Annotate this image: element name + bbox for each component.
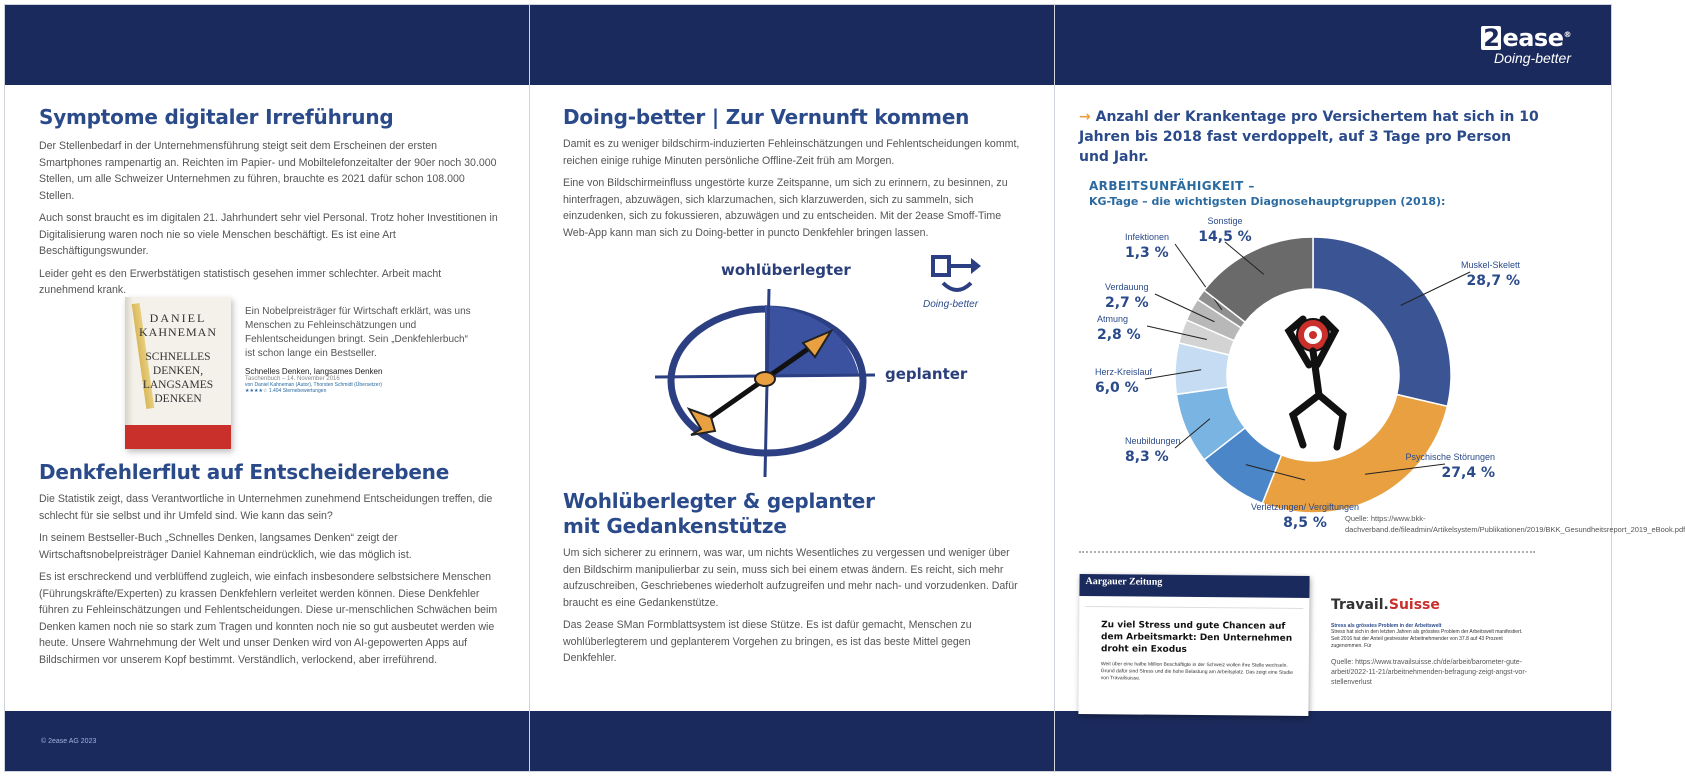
- book-listing-authors: von Daniel Kahneman (Autor), Thorsten Schmidt (Übersetzer): [245, 382, 382, 388]
- column-middle-lower: [563, 489, 1023, 673]
- doing-better-icon-caption: Doing-better: [923, 299, 979, 310]
- brand-name: ease: [1502, 24, 1564, 52]
- label-geplanter: geplanter: [885, 365, 968, 383]
- newspaper-teaser: Weit über eine halbe Million Beschäftigte in der Schweiz wollen ihre Stelle wechseln. Grund dafür sind Stress und die hohe Belastung am Arbeitsplatz. Das zeigt eine Studie von Travailsuisse.: [1100, 661, 1294, 682]
- doing-better-icon: [929, 253, 989, 301]
- column-middle: [563, 105, 1023, 247]
- column-left: [39, 105, 499, 305]
- heading-symptome: Symptome digitaler Irreführung: [39, 105, 394, 129]
- paragraph: Auch sonst braucht es im digitalen 21. Jahrhundert sehr viel Personal. Trotz hoher Investitionen in Digitalisierung waren noch nie so viele Menschen beschäftigt. Es ist eine Art Beschäftigungswunder.: [39, 212, 498, 257]
- chart-title: ARBEITSUNFÄHIGKEIT –: [1089, 179, 1255, 193]
- slice-category-label: Herz-Kreislauf: [1095, 367, 1153, 377]
- book-cover-image: [125, 297, 231, 449]
- newspaper-breadcrumb: [1085, 598, 1303, 609]
- slice-category-label: Psychische Störungen: [1405, 452, 1495, 462]
- paragraph: Das 2ease SMan Formblattsystem ist diese Stütze. Es ist dafür gemacht, Menschen zu wohlüberlegterem und geplanterem Vorgehen zu bringen, es ist das beste Mittel gegen Denkfehler.: [563, 619, 972, 664]
- book-author: KAHNEMAN: [139, 325, 217, 339]
- slice-category-label: Atmung: [1097, 314, 1129, 324]
- travailsuisse-text: Stress hat sich in den letzten Jahren als grösstes Problem der Arbeitswelt manifestiert. Seit 2016 hat der Anteil gestresster Arbeitnehmender von 37.8 auf 43 Prozent zugenommen. Für: [1331, 629, 1523, 649]
- brochure: [4, 4, 1685, 772]
- slice-category-label: Verletzungen/ Vergiftungen: [1250, 502, 1360, 512]
- icon-smile: [943, 283, 971, 290]
- paragraph: Leider geht es den Erwerbstätigen statistisch gesehen immer schlechter. Arbeit macht zunehmend krank.: [39, 267, 442, 296]
- chart-source: Quelle: https://www.bkk-dachverband.de/fileadmin/Artikelsystem/Publikationen/2019/BKK_Gesundheitsreport_2019_eBook.pdf: [1345, 514, 1685, 534]
- slice-value-label: 28,7 %: [1466, 273, 1520, 289]
- newspaper-masthead: Aargauer Zeitung: [1079, 574, 1309, 598]
- compass-target-illustration: [645, 285, 885, 485]
- book-listing-reviews: ★★★★☆ 1.404 Sternebewertungen: [245, 388, 327, 394]
- arrow-center: [755, 372, 775, 386]
- brand-tagline: Doing-better: [1493, 50, 1571, 66]
- book-title: LANGSAMES: [142, 379, 214, 391]
- fold-line: [529, 5, 530, 771]
- slice-value-label: 1,3 %: [1125, 245, 1169, 261]
- travailsuisse-logo-b: Suisse: [1388, 597, 1440, 613]
- paragraph: Um sich sicherer zu erinnern, was war, um nichts Wesentliches zu vergessen und weniger über den Bildschirm manipulierbar zu sein, muss sich bei einem etwas ändern. Es reicht, sich mehr aufzuschreiben, Geschriebenes wiederholt aufzugreifen und mehr nach- und vorzudenken. Dafür braucht es eine Gedankenstütze.: [563, 547, 1018, 609]
- fold-line: [1054, 5, 1055, 771]
- book-title: SCHNELLES: [145, 351, 211, 363]
- arrow-right-icon: →: [1079, 109, 1091, 125]
- bottom-band: [5, 711, 1611, 771]
- book-title: DENKEN: [154, 393, 202, 405]
- copyright: © 2ease AG 2023: [41, 738, 97, 745]
- paragraph: Es ist erschreckend und verblüffend zugleich, wie einfach insbesondere selbstsichere Menschen (Führungskräfte/Experten) zu krassen Denkfehlern verleitet werden können. Diese Denkfehler führen zu Fehleinschätzungen und Fehlentscheidungen. Diese ur-menschlichen Schwächen beim Denken kamen noch nie so stark zum Tragen und konnten noch nie so gut ausbeutet werden wie heute. Unsere Wahrnehmung der Welt und unser Denken wird von AI-gepowerten Apps auf Bildschirmen vor unserem Kopf bestimmt. Verständlich, verlockend, aber irreführend.: [39, 571, 498, 666]
- column-left-lower: [39, 460, 499, 674]
- diagnosis-donut-chart: [1065, 210, 1685, 540]
- heading-gedankenstuetze: mit Gedankenstütze: [563, 514, 787, 538]
- paragraph: Eine von Bildschirmeinfluss ungestörte kurze Zeitspanne, um sich zu erinnern, zu besinnen, zu hinterfragen, abzuwägen, sich klarzumachen, sich klarzuwerden, sich zu sammeln, sich einzudenken, sich zu fokussieren, abzuwägen und zu entscheiden. Mit der 2ease Smoff-Time Web-App kann man sich zu Doing-better in puncto Denkfehler bringen lassen.: [563, 177, 1008, 239]
- travailsuisse-source: Quelle: https://www.travailsuisse.ch/de/arbeit/barometer-gute-arbeit/2022-11-21/arbeitnehmenden-befragung-zeigt-angst-vor-stellenverlust: [1331, 659, 1527, 686]
- newspaper-headline: Zu viel Stress und gute Chancen auf dem Arbeitsmarkt: Den Unternehmen droht ein Exodus: [1100, 620, 1293, 655]
- column-right: [1079, 107, 1539, 208]
- book-band: [125, 425, 231, 449]
- chart-subtitle: KG-Tage – die wichtigsten Diagnosehauptgruppen (2018):: [1089, 195, 1446, 208]
- stressed-person-illustration: [1289, 319, 1343, 447]
- brand-logo: 2 ease® Doing-better: [1483, 24, 1571, 66]
- donut-slice: [1313, 237, 1451, 406]
- travailsuisse-title: Stress als grösstes Problem in der Arbeitswelt: [1331, 623, 1442, 629]
- paragraph: In seinem Bestseller-Buch „Schnelles Denken, langsames Denken“ zeigt der Wirtschaftsnobelpreisträger Daniel Kahneman eindrücklich, wie das möglich ist.: [39, 532, 412, 561]
- book-listing-meta: Taschenbuch – 14. November 2016: [245, 376, 340, 382]
- slice-category-label: Verdauung: [1105, 282, 1149, 292]
- book-listing-title: Schnelles Denken, langsames Denken: [245, 367, 383, 376]
- slice-value-label: 8,5 %: [1283, 515, 1327, 531]
- headline-text: Anzahl der Krankentage pro Versichertem hat sich in 10 Jahren bis 2018 fast verdoppelt, auf 3 Tage pro Person und Jahr.: [1079, 109, 1539, 165]
- slice-value-label: 2,8 %: [1097, 327, 1141, 343]
- icon-square: [933, 257, 949, 275]
- krankentage-headline: [1079, 107, 1539, 167]
- newspaper-clipping: [1078, 574, 1309, 716]
- slice-value-label: 2,7 %: [1105, 295, 1149, 311]
- book-caption: Ein Nobelpreisträger für Wirtschaft erklärt, was uns Menschen zu Fehleinschätzungen und Fehlentscheidungen bringt. Sein „Denkfehlerbuch“ ist schon lange ein Bestseller.: [245, 306, 471, 359]
- slice-value-label: 6,0 %: [1095, 380, 1139, 396]
- book-title: DENKEN,: [152, 365, 204, 377]
- slice-value-label: 27,4 %: [1441, 465, 1495, 481]
- slice-category-label: Neubildungen: [1125, 436, 1181, 446]
- top-band: [5, 5, 1611, 85]
- slice-category-label: Sonstige: [1207, 216, 1243, 226]
- paragraph: Die Statistik zeigt, dass Verantwortliche in Unternehmen zunehmend Entscheidungen treffen, die schlecht für sie selbst und ihr Umfeld sind. Wie kann das sein?: [39, 493, 493, 522]
- paragraph: Damit es zu weniger bildschirm-induzierten Fehleinschätzungen und Fehlentscheidungen kommt, reichen einige ruhige Minuten persönliche Offline-Zeit früh am Morgen.: [563, 138, 1020, 167]
- travailsuisse-logo-a: Travail.: [1331, 597, 1389, 613]
- slice-category-label: Muskel-Skelett: [1460, 260, 1520, 270]
- travailsuisse-clipping: [1331, 597, 1531, 688]
- slice-value-label: 14,5 %: [1198, 229, 1252, 245]
- icon-arrow-head: [971, 258, 981, 274]
- book-author: DANIEL: [149, 311, 207, 325]
- heading-denkfehlerflut: Denkfehlerflut auf Entscheiderebene: [39, 460, 450, 484]
- book-caption-block: [245, 305, 475, 394]
- label-wohlueberlegter: wohlüberlegter: [721, 261, 851, 279]
- slice-category-label: Infektionen: [1125, 232, 1170, 242]
- heading-doing-better: Doing-better | Zur Vernunft kommen: [563, 105, 970, 129]
- slice-value-label: 8,3 %: [1125, 449, 1169, 465]
- dotted-divider: [1079, 551, 1535, 553]
- heading-wohlueberlegter: Wohlüberlegter & geplanter: [563, 489, 875, 513]
- paragraph: Der Stellenbedarf in der Unternehmensführung steigt seit dem Erscheinen der ersten Smartphones rampenartig an. Reichten im Papier- und Mobiltelefonzeitalter der 90er noch 30.000 Stellen, um alle Schweizer Unternehmen zu führen, brauchte es 2021 dafür schon 108.000 Stellen.: [39, 140, 497, 202]
- travailsuisse-logo: [1331, 597, 1531, 613]
